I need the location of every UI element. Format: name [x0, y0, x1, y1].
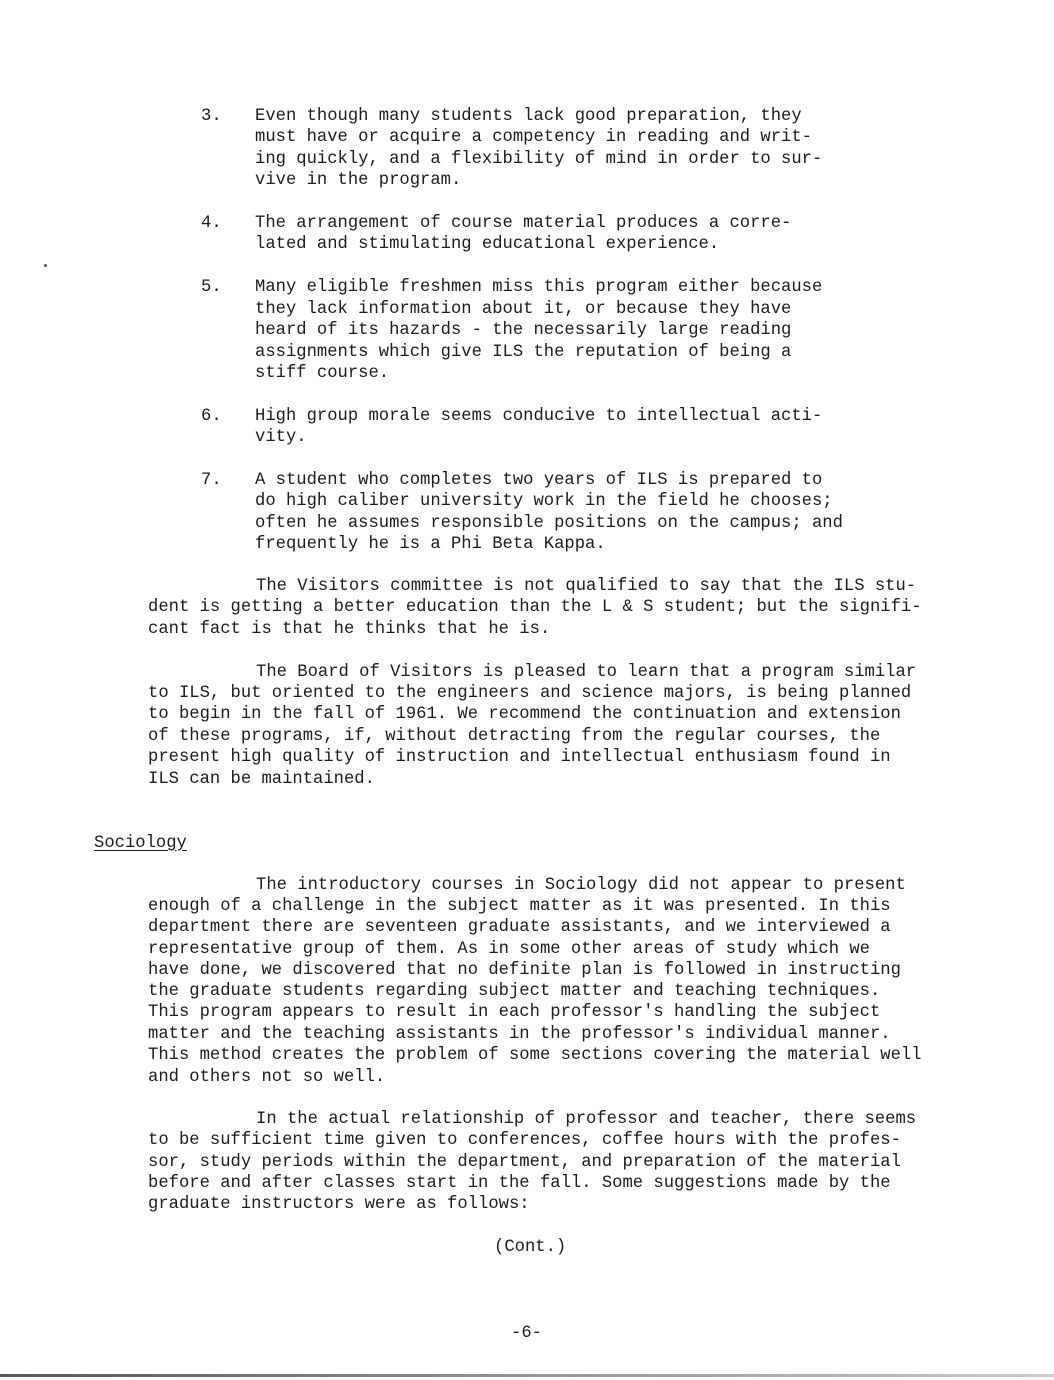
paragraph-line: the graduate students regarding subject matter and teaching techniques.	[148, 982, 881, 1001]
paragraph-line: representative group of them. As in some other areas of study which we	[148, 940, 870, 959]
item-line: A student who completes two years of ILS is prepared to	[255, 471, 823, 490]
paragraph-line: The Board of Visitors is pleased to learn that a program similar	[256, 663, 917, 682]
paragraph-line: have done, we discovered that no definite plan is followed in instructing	[148, 961, 901, 980]
paragraph-line: ILS can be maintained.	[148, 770, 375, 789]
item-line: Even though many students lack good preparation, they	[255, 107, 802, 126]
item-line: assignments which give ILS the reputation of being a	[255, 343, 792, 362]
item-line: must have or acquire a competency in reading and writ-	[255, 128, 812, 147]
item-line: vive in the program.	[255, 171, 462, 190]
paragraph-line: and others not so well.	[148, 1068, 386, 1087]
item-line: do high caliber university work in the field he chooses;	[255, 492, 833, 511]
item-line: The arrangement of course material produces a corre-	[255, 214, 792, 233]
item-number: 6.	[201, 407, 222, 426]
paragraph-line: This method creates the problem of some sections covering the material well	[148, 1046, 922, 1065]
paragraph-line: to ILS, but oriented to the engineers and science majors, is being planned	[148, 684, 912, 703]
paragraph-line: to be sufficient time given to conferences, coffee hours with the profes-	[148, 1131, 901, 1150]
paragraph-line: In the actual relationship of professor and teacher, there seems	[256, 1110, 917, 1129]
item-line: they lack information about it, or because they have	[255, 300, 792, 319]
paragraph-line: present high quality of instruction and intellectual enthusiasm found in	[148, 748, 891, 767]
page-number: -6-	[511, 1324, 542, 1343]
scan-edge-rule	[0, 1374, 1054, 1377]
paragraph-line: cant fact is that he thinks that he is.	[148, 620, 551, 639]
paragraph-line: to begin in the fall of 1961. We recommend the continuation and extension	[148, 705, 901, 724]
item-number: 3.	[201, 107, 222, 126]
paragraph-line: graduate instructors were as follows:	[148, 1195, 530, 1214]
paragraph-line: The Visitors committee is not qualified to say that the ILS stu-	[256, 577, 917, 596]
paragraph-line: enough of a challenge in the subject matter as it was presented. In this	[148, 897, 891, 916]
paragraph-line: dent is getting a better education than the L & S student; but the signifi-	[148, 598, 922, 617]
item-line: stiff course.	[255, 364, 390, 383]
item-number: 5.	[201, 278, 222, 297]
paragraph-line: This program appears to result in each professor's handling the subject	[148, 1003, 881, 1022]
paragraph-line: sor, study periods within the department, and preparation of the material	[148, 1153, 901, 1172]
item-line: often he assumes responsible positions on the campus; and	[255, 514, 843, 533]
paragraph-line: department there are seventeen graduate assistants, and we interviewed a	[148, 918, 891, 937]
item-line: ing quickly, and a flexibility of mind in order to sur-	[255, 150, 823, 169]
paragraph-line: matter and the teaching assistants in the professor's individual manner.	[148, 1025, 891, 1044]
item-line: Many eligible freshmen miss this program either because	[255, 278, 823, 297]
item-line: vity.	[255, 428, 307, 447]
paragraph-line: of these programs, if, without detracting from the regular courses, the	[148, 727, 881, 746]
item-line: High group morale seems conducive to intellectual acti-	[255, 407, 823, 426]
item-line: heard of its hazards - the necessarily large reading	[255, 321, 792, 340]
section-heading: Sociology	[94, 834, 187, 853]
scan-speck	[44, 264, 47, 267]
item-number: 4.	[201, 214, 222, 233]
paragraph-line: before and after classes start in the fall. Some suggestions made by the	[148, 1174, 891, 1193]
item-number: 7.	[201, 471, 222, 490]
item-line: frequently he is a Phi Beta Kappa.	[255, 535, 606, 554]
item-line: lated and stimulating educational experience.	[255, 235, 720, 254]
continued-marker: (Cont.)	[494, 1238, 567, 1257]
paragraph-line: The introductory courses in Sociology did not appear to present	[256, 876, 906, 895]
